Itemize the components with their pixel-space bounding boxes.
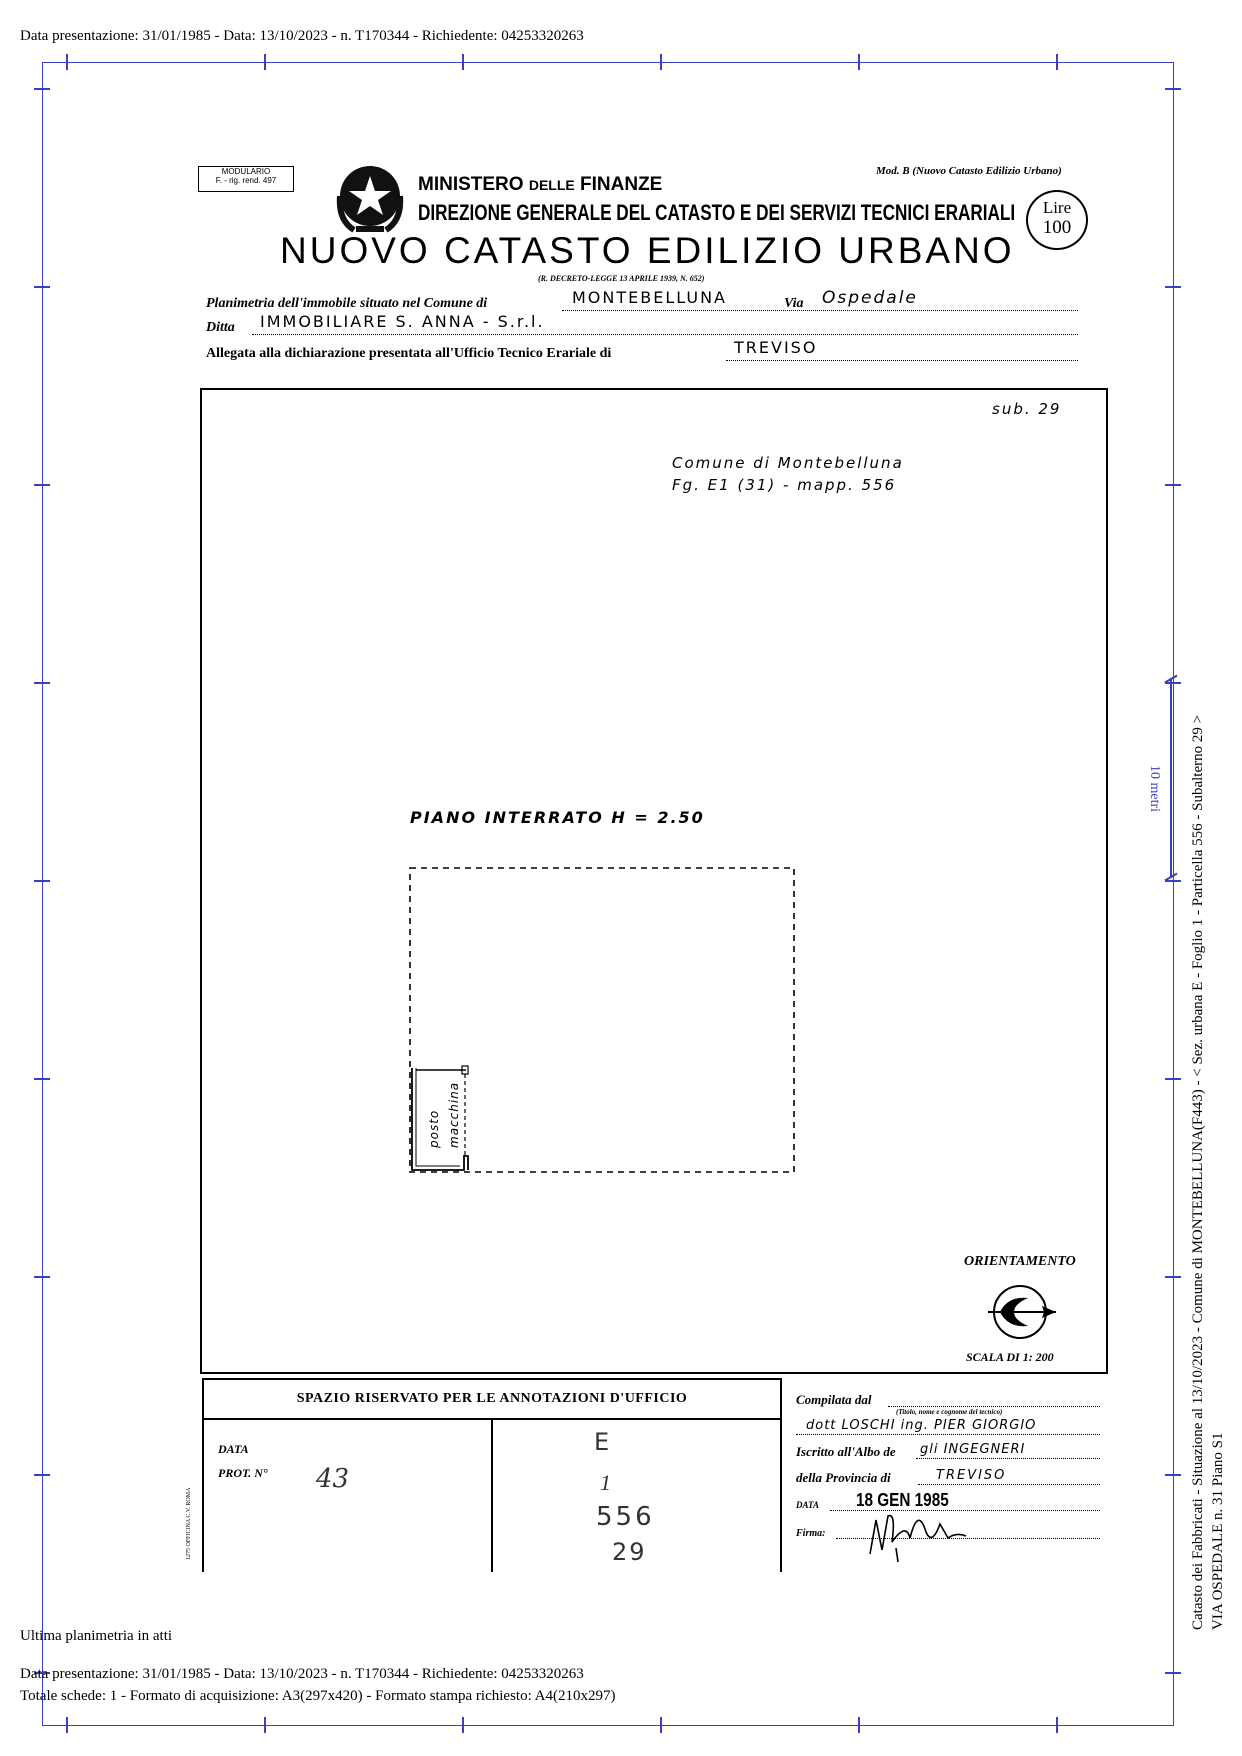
data-label: DATA [218,1442,249,1456]
subalterno-value: 29 [612,1538,647,1566]
prot-label: PROT. N° [218,1466,268,1480]
printer-note: 1275 OFFICINA C.V. ROMA [186,1487,192,1560]
allegata-row [206,338,1078,364]
frame-tick [1056,1717,1058,1733]
posto-macchina-label [424,1082,464,1148]
frame-tick [858,54,860,70]
posto-line1: posto [427,1109,441,1148]
orientamento-label: ORIENTAMENTO [964,1254,1076,1269]
foglio-value: 1 [600,1470,611,1495]
footer-line2: Data presentazione: 31/01/1985 - Data: 13/10/2023 - n. T170344 - Richiedente: 04253320263 [20,1666,584,1682]
frame-tick [462,1717,464,1733]
frame-tick [1165,1474,1181,1476]
modulario-line1: MODULARIO [221,167,271,176]
compilata-label: Compilata dal [796,1392,872,1407]
frame-tick [34,1078,50,1080]
frame-tick [1165,286,1181,288]
frame-tick [66,54,68,70]
sub-label: sub. 29 [992,400,1062,418]
frame-tick [1165,1672,1181,1674]
modulario-box [198,166,294,192]
planimetria-row [206,288,1078,314]
date-label: DATA [796,1500,820,1510]
ditta-label: Ditta [206,320,235,335]
comune-note: Comune di Montebelluna [672,454,904,472]
compilata-sub: (Titolo, nome e cognome del tecnico) [896,1408,1003,1416]
side-caption-line2: VIA OSPEDALE n. 31 Piano S1 [1210,1432,1226,1630]
firma-label: Firma: [796,1528,826,1539]
provincia-value: TREVISO [936,1468,1007,1483]
provincia-label: della Provincia di [796,1470,891,1485]
date-value: 18 GEN 1985 [856,1490,949,1510]
tecnico-name: dott LOSCHI ing. PIER GIORGIO [806,1418,1037,1433]
decreto-text: (R. DECRETO-LEGGE 13 APRILE 1939, N. 652) [538,274,705,283]
frame-tick [858,1717,860,1733]
meter-scale-bar [1170,678,1172,878]
planimetria-label: Planimetria dell'immobile situato nel Comune di [206,296,488,311]
posto-line2: macchina [447,1081,461,1148]
side-caption-line1: Catasto dei Fabbricati - Situazione al 13/10/2023 - Comune di MONTEBELLUNA(F443) - < Sez. urbana E - Foglio 1 - Particella 556 - Subalterno 29 > [1190,714,1206,1630]
side-caption [1188,715,1228,1630]
albo-label: Iscritto all'Albo de [796,1444,896,1459]
header-text: Data presentazione: 31/01/1985 - Data: 13/10/2023 - n. T170344 - Richiedente: 04253320263 [20,28,584,44]
albo-value: gli INGEGNERI [920,1442,1026,1457]
ditta-row [206,312,1078,338]
ministry-finanze: FINANZE [580,174,663,195]
meter-label: 10 metri [1147,765,1162,813]
emblem-icon [334,160,406,238]
lire-value: 100 [1042,217,1072,238]
frame-tick [34,1474,50,1476]
drawing-area [200,388,1108,1374]
direzione-line: DIREZIONE GENERALE DEL CATASTO E DEI SERVIZI TECNICI ERARIALI [418,200,1016,225]
compilata-block [796,1388,1106,1568]
footer-line1: Ultima planimetria in atti [20,1628,173,1644]
frame-tick [1056,54,1058,70]
ditta-value: IMMOBILIARE S. ANNA - S.r.l. [260,312,545,331]
lire-stamp [1026,190,1088,250]
ufficio-value: TREVISO [734,338,818,357]
frame-tick [1165,484,1181,486]
via-value: Ospedale [822,288,918,308]
frame-tick [66,1717,68,1733]
lire-word: Lire [1042,198,1072,217]
frame-tick [660,54,662,70]
via-label: Via [784,296,804,311]
foglio-note: Fg. E1 (31) - mapp. 556 [672,476,897,494]
scala-label: SCALA DI 1: 200 [966,1350,1054,1364]
frame-tick [1165,1078,1181,1080]
mod-b-label: Mod. B (Nuovo Catasto Edilizio Urbano) [876,165,1062,177]
mappale-value: 556 [596,1502,655,1532]
ministry-line [418,174,662,196]
frame-tick [34,880,50,882]
frame-tick [264,1717,266,1733]
modulario-line2: F. - rig. rend. 497 [215,176,277,185]
frame-tick [34,88,50,90]
frame-tick [660,1717,662,1733]
piano-label: PIANO INTERRATO H = 2.50 [410,808,705,827]
frame-tick [34,682,50,684]
frame-tick [1165,1276,1181,1278]
comune-value: MONTEBELLUNA [572,288,727,307]
spazio-label: SPAZIO RISERVATO PER LE ANNOTAZIONI D'UFFICIO [204,1380,780,1420]
annotations-box [202,1378,782,1572]
form-title: NUOVO CATASTO EDILIZIO URBANO [280,230,1015,271]
compass-icon [986,1280,1066,1344]
ministry-word: MINISTERO [418,174,524,195]
frame-tick [462,54,464,70]
frame-tick [34,484,50,486]
frame-tick [34,1276,50,1278]
frame-tick [264,54,266,70]
prot-value: 43 [316,1464,350,1494]
sezione-value: E [594,1428,610,1456]
frame-tick [34,286,50,288]
ministry-delle: DELLE [528,177,575,193]
signature-icon [866,1502,1006,1562]
frame-tick [1165,88,1181,90]
footer-line3: Totale schede: 1 - Formato di acquisizione: A3(297x420) - Formato stampa richiesto: A4(210x297) [20,1688,616,1704]
allegata-label: Allegata alla dichiarazione presentata all'Ufficio Tecnico Erariale di [206,346,612,361]
